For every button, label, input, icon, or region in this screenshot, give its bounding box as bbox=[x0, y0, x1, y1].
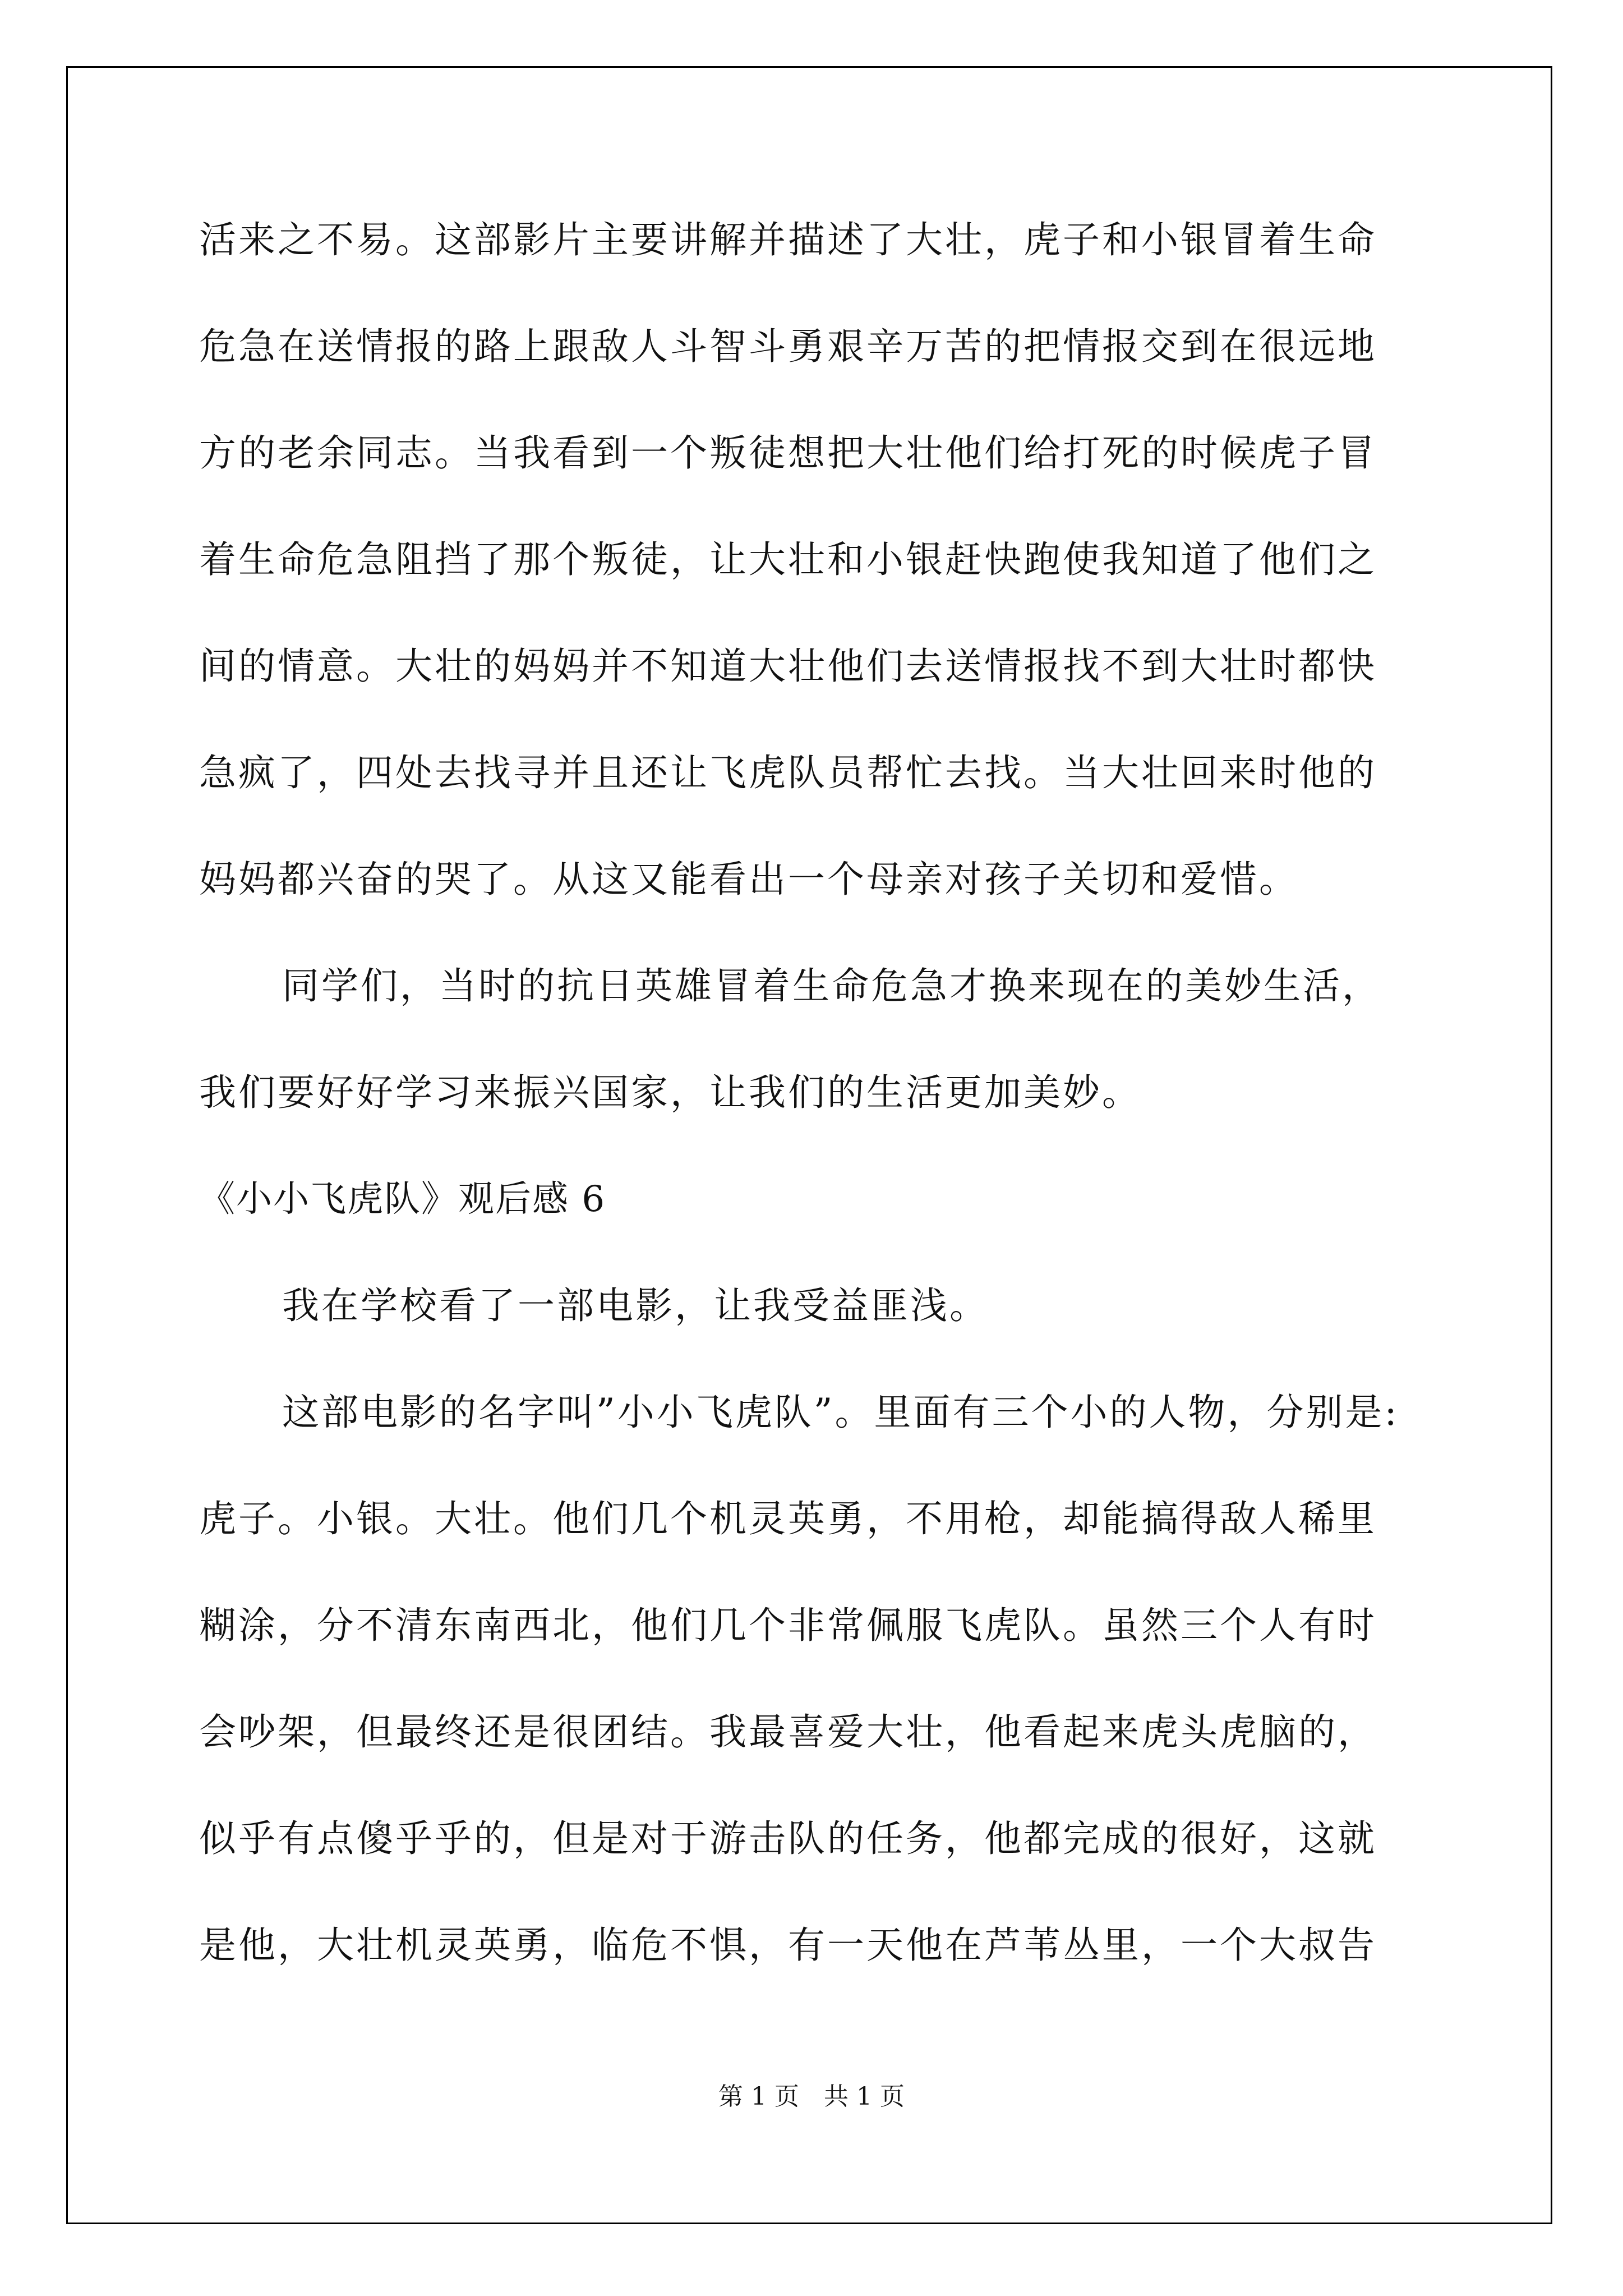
text-line: 急疯了，四处去找寻并且还让飞虎队员帮忙去找。当大壮回来时他的 bbox=[199, 751, 1377, 794]
text-line: 我们要好好学习来振兴国家，让我们的生活更加美妙。 bbox=[199, 1071, 1141, 1114]
text-line: 是他，大壮机灵英勇，临危不惧，有一天他在芦苇丛里，一个大叔告 bbox=[199, 1924, 1377, 1967]
text-line: 虎子。小银。大壮。他们几个机灵英勇，不用枪，却能搞得敌人稀里 bbox=[199, 1497, 1377, 1540]
section-heading bbox=[199, 1172, 1427, 1226]
text-line: 这部电影的名字叫”小小飞虎队”。里面有三个小的人物，分别是: bbox=[282, 1391, 1399, 1434]
text-line: 糊涂，分不清东南西北，他们几个非常佩服飞虎队。虽然三个人有时 bbox=[199, 1604, 1377, 1647]
text-line: 同学们，当时的抗日英雄冒着生命危急才换来现在的美妙生活， bbox=[282, 964, 1381, 1007]
text-line: 会吵架，但最终还是很团结。我最喜爱大壮，他看起来虎头虎脑的， bbox=[199, 1710, 1377, 1754]
paragraph bbox=[199, 959, 1427, 1120]
document-body bbox=[199, 213, 1427, 1972]
text-line: 方的老余同志。当我看到一个叛徒想把大壮他们给打死的时候虎子冒 bbox=[199, 431, 1377, 475]
text-line: 活来之不易。这部影片主要讲解并描述了大壮，虎子和小银冒着生命 bbox=[199, 218, 1377, 261]
page-footer bbox=[0, 2080, 1623, 2114]
text-line: 似乎有点傻乎乎的，但是对于游击队的任务，他都完成的很好，这就 bbox=[199, 1817, 1377, 1860]
text-line: 妈妈都兴奋的哭了。从这又能看出一个母亲对孩子关切和爱惜。 bbox=[199, 858, 1298, 901]
paragraph bbox=[199, 1279, 1427, 1333]
page-number: 第 1 页 共 1 页 bbox=[718, 2082, 905, 2111]
text-line: 着生命危急阻挡了那个叛徒，让大壮和小银赶快跑使我知道了他们之 bbox=[199, 538, 1377, 581]
paragraph bbox=[199, 1386, 1427, 1972]
text-line: 危急在送情报的路上跟敌人斗智斗勇艰辛万苦的把情报交到在很远地 bbox=[199, 325, 1377, 368]
text-line: 间的情意。大壮的妈妈并不知道大壮他们去送情报找不到大壮时都快 bbox=[199, 645, 1377, 688]
heading-text: 《小小飞虎队》观后感 6 bbox=[199, 1179, 606, 1220]
paragraph bbox=[199, 213, 1427, 907]
text-line: 我在学校看了一部电影，让我受益匪浅。 bbox=[282, 1284, 989, 1327]
